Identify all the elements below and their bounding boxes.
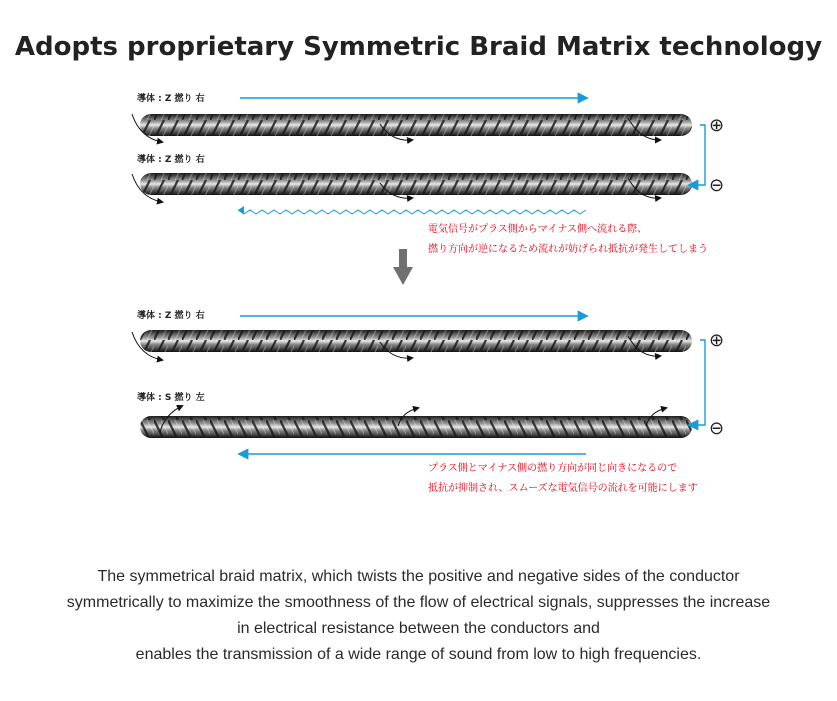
top-note-line2: 撚り方向が逆になるため流れが妨げられ抵抗が発生してしまう (428, 244, 708, 255)
cable-bottom-upper (140, 330, 692, 352)
cable-top-lower (140, 173, 692, 195)
page-title: Adopts proprietary Symmetric Braid Matrix technology (14, 32, 823, 62)
top-label-lower: 導体 : Z 撚り 右 (137, 155, 205, 165)
description (60, 564, 777, 668)
description-line: symmetrically to maximize the smoothness of the flow of electrical signals, suppresses the increase (66, 594, 771, 611)
minus-symbol: ⊖ (709, 175, 725, 196)
down-arrow-icon (393, 249, 413, 285)
top-return-connector (690, 125, 705, 185)
minus-symbol: ⊖ (709, 418, 725, 439)
cable-bottom-lower (140, 416, 692, 438)
bottom-note-line2: 抵抗が抑制され、スムーズな電気信号の流れを可能にします (428, 483, 698, 494)
zigzag-arrowhead (238, 206, 244, 214)
bottom-return-connector (690, 340, 705, 425)
description-line: The symmetrical braid matrix, which twists the positive and negative sides of the conductor (97, 568, 740, 585)
bottom-label-lower: 導体 : S 撚り 左 (137, 393, 205, 403)
plus-symbol: ⊕ (709, 115, 725, 136)
top-note-line1: 電気信号がプラス側からマイナス側へ流れる際、 (428, 224, 648, 235)
description-line: enables the transmission of a wide range of sound from low to high frequencies. (135, 646, 702, 663)
disrupted-flow-zigzag (238, 210, 586, 214)
description-line: in electrical resistance between the conductors and (237, 620, 600, 637)
bottom-label-upper: 導体 : Z 撚り 右 (137, 311, 205, 321)
plus-symbol: ⊕ (709, 330, 725, 351)
cable-top-upper (140, 114, 692, 136)
bottom-note-line1: プラス側とマイナス側の撚り方向が同じ向きになるので (428, 463, 678, 474)
top-label-upper: 導体 : Z 撚り 右 (137, 94, 205, 104)
